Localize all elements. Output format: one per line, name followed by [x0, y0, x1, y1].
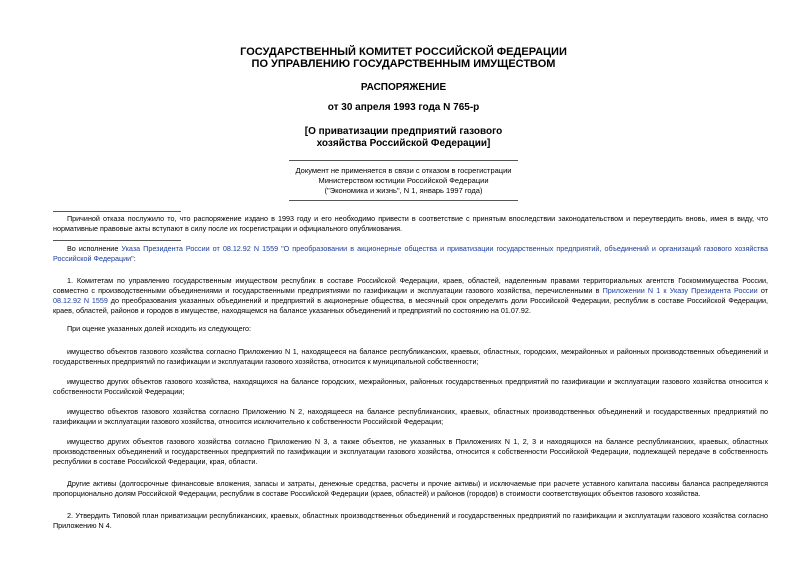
- appendix-1-link[interactable]: Приложении N 1 к Указу Президента России: [602, 286, 758, 295]
- appendix-3-paragraph: имущество других объектов газового хозяйства согласно Приложению N 3, а также объектов, не указанных в Приложениях N 1, 2, 3 и находящихся на балансе республиканских, краевых, областных производственных объединений и государственных предприятий по газификации и эксплуатации газового хозяйства, относится к собственности Российской Федерации, подлежащей передаче в собственность республики в составе Российской Федерации, края, области.: [53, 437, 768, 466]
- document-title-line2: хозяйства Российской Федерации]: [316, 138, 491, 149]
- appendix-2-paragraph: имущество объектов газового хозяйства согласно Приложению N 2, находящееся на балансе республиканских, краевых, областных производственных объединений и государственных предприятий по газификации и эксплуатации газового хозяйства, относится исключительно к собственности Российской Федерации;: [53, 407, 768, 426]
- assessment-intro-paragraph: При оценке указанных долей исходить из следующего:: [67, 324, 252, 333]
- federal-property-paragraph: имущество других объектов газового хозяйства, находящихся на балансе городских, межрайонных, районных государственных предприятий по газификации и эксплуатации газового хозяйства относится к собственности Российской Федерации;: [53, 377, 768, 396]
- org-name-line1: ГОСУДАРСТВЕННЫЙ КОМИТЕТ РОССИЙСКОЙ ФЕДЕРАЦИИ: [240, 46, 567, 58]
- intro-prefix: Во исполнение: [67, 244, 122, 253]
- document-type: РАСПОРЯЖЕНИЕ: [360, 82, 447, 93]
- other-assets-paragraph: Другие активы (долгосрочные финансовые вложения, запасы и затраты, денежные средства, расчеты и прочие активы) и исключаемые при расчете уставного капитала пассивы баланса распределяются пропорционально долям Российской Федерации, республик в составе Российской Федерации (краев, областей) и районов (городов) в стоимости соответствующих объектов газового хозяйства.: [53, 479, 768, 498]
- municipal-property-paragraph: имущество объектов газового хозяйства согласно Приложению N 1, находящееся на балансе республиканских, краевых, областных, городских, межрайонных и районных производственных объединений и государственных предприятий по газификации и эксплуатации газового хозяйства, относится к муниципальной собственности;: [53, 347, 768, 366]
- document-date-number: от 30 апреля 1993 года N 765-р: [327, 102, 480, 113]
- intro-paragraph: [53, 244, 768, 264]
- notice-line1: Документ не применяется в связи с отказом в госрегистрации: [295, 166, 512, 175]
- decree-1559-link[interactable]: Указа Президента России от 08.12.92 N 1559 "О преобразовании в акционерные общества и приватизации государственных предприятий, объединений и организаций газового хозяйства Российской Федерации": [53, 244, 768, 263]
- reason-paragraph: Причиной отказа послужило то, что распоряжение издано в 1993 году и его необходимо привести в соответствие с принятым впоследствии законодательством и переутвердить вновь, имея в виду, что нормативные правовые акты вступают в силу после их госрегистрации и официального опубликования.: [53, 214, 768, 233]
- org-name-line2: ПО УПРАВЛЕНИЮ ГОСУДАРСТВЕННЫМ ИМУЩЕСТВОМ: [251, 58, 556, 70]
- notice-top-divider: [289, 160, 518, 161]
- item-1-text-b: от: [757, 286, 768, 295]
- notice-line3: ("Экономика и жизнь", N 1, январь 1997 года): [324, 186, 483, 195]
- decree-date-link[interactable]: 08.12.92 N 1559: [53, 296, 108, 305]
- notice-line2: Министерством юстиции Российской Федерации: [318, 176, 489, 185]
- item-1-text-a: 1. Комитетам по управлению государственным имуществом республик в составе Российской Федерации, краев, областей, наделенным правами территориальных агентств Госкомимущества России, совместно с производственными объединениями и государственными предприятиями по газификации и эксплуатации газового хозяйства, перечисленными в: [53, 276, 768, 295]
- item-1-paragraph: [53, 276, 768, 316]
- notice-bottom-divider: [289, 200, 518, 201]
- item-1-text-c: до преобразования указанных объединений и предприятий в акционерные общества, в месячный срок определить доли Российской Федерации, республик в составе Российской Федерации, краев, областей, районов и городов в имуществе, находящемся на балансе указанных объединений и предприятий по состоянию на 01.07.92.: [53, 296, 768, 315]
- intro-divider: [53, 240, 181, 241]
- reason-divider: [53, 211, 181, 212]
- document-title-line1: [О приватизации предприятий газового: [304, 126, 503, 137]
- intro-suffix: :: [133, 254, 136, 263]
- item-2-paragraph: 2. Утвердить Типовой план приватизации республиканских, краевых, областных производственных объединений и государственных предприятий по газификации и эксплуатации газового хозяйства согласно Приложению N 4.: [53, 511, 768, 530]
